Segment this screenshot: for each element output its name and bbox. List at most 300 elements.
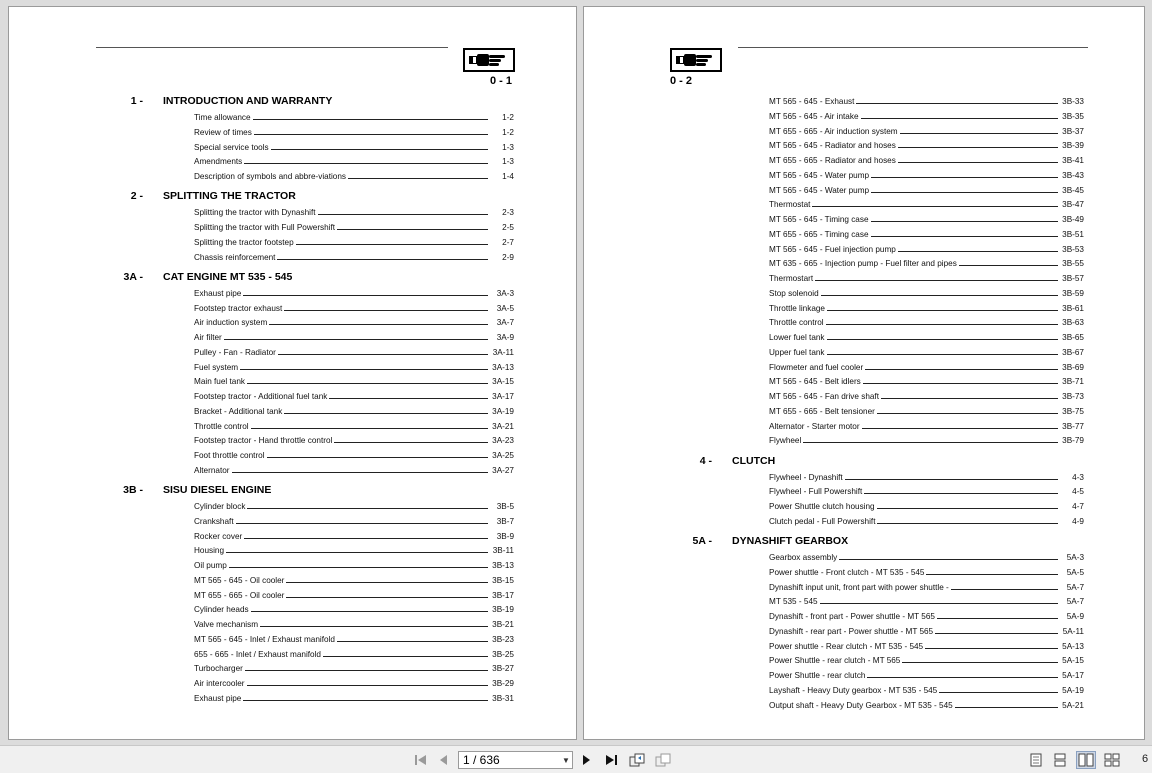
toc-entry-title: Rocker cover [194, 531, 243, 541]
toc-entry-title: Output shaft - Heavy Duty Gearbox - MT 535 - 545 [769, 700, 953, 710]
viewer-toolbar [0, 745, 1152, 773]
toc-entry[interactable] [769, 420, 1084, 431]
toc-entry-leader [286, 582, 488, 583]
toc-entry[interactable] [769, 485, 1084, 496]
toc-entry[interactable] [194, 405, 514, 416]
toc-entry-page: 1-3 [502, 157, 514, 167]
toc-entry-title: Alternator [194, 465, 230, 475]
toc-entry-leader [826, 324, 1058, 325]
toc-entry-leader [881, 398, 1058, 399]
toc-entry-page: 3B-55 [1062, 259, 1084, 269]
toc-entry-page: 3B-7 [496, 516, 514, 526]
toc-entry-page: 3B-43 [1062, 170, 1084, 180]
toc-entry[interactable] [769, 316, 1084, 327]
toc-entry-page: 4-7 [1072, 502, 1084, 511]
toc-entry-leader [861, 118, 1059, 119]
section-heading [109, 484, 271, 496]
toc-entry-leader [260, 626, 488, 627]
toc-entry-leader [254, 134, 488, 135]
toc-entry-page: 2-3 [502, 208, 514, 218]
toc-entry-leader [937, 618, 1058, 619]
toc-entry[interactable] [194, 111, 514, 122]
toc-entry[interactable] [194, 589, 514, 600]
toc-entry[interactable] [769, 551, 1084, 562]
toc-entry-title: Thermostat [769, 200, 811, 210]
single-page-view-button[interactable] [1026, 751, 1046, 769]
toc-entry-title: Amendments [194, 157, 243, 167]
toc-entry[interactable] [194, 251, 514, 262]
toc-entry-leader [877, 523, 1058, 524]
toc-entry-title: Crankshaft [194, 516, 234, 526]
toc-entry-page: 3B-45 [1062, 185, 1084, 195]
toc-entry-title: Time allowance [194, 113, 251, 122]
document-page-right [583, 6, 1145, 740]
toc-entry[interactable] [194, 434, 514, 445]
toc-entry-page: 5A-11 [1062, 626, 1084, 636]
toc-entry[interactable] [194, 530, 514, 541]
toc-entry[interactable] [194, 677, 514, 688]
toc-entry[interactable] [769, 566, 1084, 577]
toc-entry-page: 3A-11 [492, 347, 514, 357]
toc-entry-title: Flywheel - Dynashift [769, 472, 843, 482]
toc-entry-page: 2-7 [502, 237, 514, 247]
toc-entry-title: Power Shuttle - rear clutch [769, 671, 866, 680]
toc-entry-page: 3A-5 [496, 303, 514, 313]
toc-entry-leader [871, 236, 1058, 237]
toc-entry[interactable] [194, 574, 514, 585]
section-title: CLUTCH [732, 454, 776, 467]
toc-entry-title: Cylinder heads [194, 605, 249, 615]
toc-entry[interactable] [769, 331, 1084, 342]
facing-pages-icon [1078, 753, 1094, 767]
toc-entry-page: 3B-29 [492, 679, 514, 688]
toc-entry-leader [247, 508, 488, 509]
toc-entry[interactable] [769, 610, 1084, 621]
continuous-facing-icon [1104, 753, 1120, 767]
toc-entry-page: 3B-77 [1062, 421, 1084, 431]
toc-entry-title: MT 565 - 645 - Timing case [769, 215, 869, 224]
toc-entry-leader [935, 633, 1058, 634]
toc-entry[interactable] [769, 169, 1084, 180]
toc-entry-leader [226, 552, 488, 553]
toc-entry-leader [337, 641, 488, 642]
chevron-down-icon: ▼ [562, 755, 570, 765]
next-page-button[interactable] [578, 752, 596, 768]
toc-entry[interactable] [769, 699, 1084, 710]
toc-entry-leader [877, 508, 1058, 509]
toc-entry-title: Power shuttle - Rear clutch - MT 535 - 545 [769, 641, 924, 651]
toc-entry[interactable] [194, 141, 514, 152]
toc-entry[interactable] [194, 648, 514, 659]
toc-entry[interactable] [194, 515, 514, 526]
toc-entry-page: 3B-27 [492, 664, 514, 674]
toc-entry-leader [900, 133, 1058, 134]
toc-entry-leader [926, 574, 1058, 575]
toc-entry-title: MT 565 - 645 - Exhaust [769, 97, 855, 106]
pointing-hand-icon [670, 48, 722, 72]
toc-entry[interactable] [769, 257, 1084, 268]
toc-entry-title: MT 565 - 645 - Belt idlers [769, 377, 861, 387]
toc-entry[interactable] [194, 390, 514, 401]
toc-entry-page: 1-2 [502, 127, 514, 137]
toc-entry-page: 3B-31 [492, 693, 514, 703]
toc-entry[interactable] [769, 405, 1084, 416]
next-page-icon [582, 754, 592, 766]
toc-entry-title: Chassis reinforcement [194, 252, 276, 262]
toc-entry[interactable] [194, 346, 514, 357]
toc-entry-title: Oil pump [194, 561, 227, 570]
toc-entry-title: MT 565 - 645 - Water pump [769, 170, 870, 180]
toc-entry[interactable] [194, 662, 514, 673]
toc-entry[interactable] [194, 464, 514, 475]
first-page-button[interactable] [412, 752, 430, 768]
toc-entry[interactable] [194, 236, 514, 247]
last-page-icon [604, 754, 618, 766]
previous-page-button[interactable] [434, 752, 452, 768]
toc-entry[interactable] [769, 243, 1084, 254]
toc-entry-title: Footstep tractor - Hand throttle control [194, 436, 333, 446]
toc-entry-page: 5A-5 [1066, 567, 1084, 577]
toc-entry-page: 1-4 [502, 172, 514, 181]
toc-entry[interactable] [194, 559, 514, 570]
toc-entry-page: 3B-61 [1062, 303, 1084, 313]
toc-entry-title: MT 565 - 645 - Fuel injection pump [769, 244, 896, 254]
toc-entry-page: 5A-21 [1062, 700, 1084, 710]
toc-entry-leader [839, 559, 1058, 560]
toc-entry-title: Dynashift - front part - Power shuttle - MT 565 [769, 612, 935, 621]
toc-entry[interactable] [769, 154, 1084, 165]
toc-entry[interactable] [194, 221, 514, 232]
toc-entry-title: Layshaft - Heavy Duty gearbox - MT 535 - 545 [769, 685, 938, 695]
toc-entry-page: 3A-27 [492, 465, 514, 475]
go-forward-icon [655, 753, 671, 767]
toc-entry-title: Exhaust pipe [194, 288, 242, 298]
toc-entry-title: Gearbox assembly [769, 553, 838, 562]
toc-entry-title: 655 - 665 - Inlet / Exhaust manifold [194, 649, 321, 659]
toc-entry-page: 3B-65 [1062, 333, 1084, 342]
toc-entry-title: MT 655 - 665 - Radiator and hoses [769, 156, 896, 165]
toc-entry[interactable] [194, 361, 514, 372]
toc-entry[interactable] [769, 595, 1084, 606]
toc-entry-leader [871, 192, 1058, 193]
toc-entry-page: 3B-47 [1062, 200, 1084, 210]
continuous-facing-view-button[interactable] [1102, 751, 1122, 769]
toc-entry-title: MT 655 - 665 - Timing case [769, 229, 869, 239]
toc-entry[interactable] [769, 213, 1084, 224]
toc-entry[interactable] [769, 684, 1084, 695]
toc-entry-title: Special service tools [194, 142, 269, 152]
toc-entry-page: 3B-69 [1062, 362, 1084, 372]
toc-entry[interactable] [769, 669, 1084, 680]
toc-entry-page: 3B-9 [496, 531, 514, 541]
section-heading [109, 190, 296, 202]
page-number-select[interactable] [458, 751, 573, 769]
toc-entry-page: 3B-71 [1062, 377, 1084, 387]
toc-entry[interactable] [194, 618, 514, 629]
continuous-page-icon [1054, 753, 1066, 767]
toc-entry-page: 2-5 [502, 223, 514, 232]
toc-entry-leader [898, 251, 1058, 252]
toc-entry-leader [269, 324, 488, 325]
section-title: CAT ENGINE MT 535 - 545 [163, 270, 293, 283]
toc-entry-leader [271, 149, 488, 150]
section-title: SISU DIESEL ENGINE [163, 484, 272, 496]
toc-entry-title: MT 655 - 665 - Oil cooler [194, 590, 285, 600]
toc-entry-page: 3B-41 [1062, 156, 1084, 165]
toc-entry-title: Thermostart [769, 274, 814, 283]
toc-entry-title: Lower fuel tank [769, 333, 825, 342]
toc-entry[interactable] [194, 331, 514, 342]
toc-entry[interactable] [194, 302, 514, 313]
toc-entry[interactable] [769, 228, 1084, 239]
toc-entry-leader [939, 692, 1058, 693]
toc-entry-leader [337, 229, 488, 230]
toc-entry-title: Throttle linkage [769, 303, 825, 313]
toc-entry-title: Cylinder block [194, 502, 246, 511]
toc-entry-page: 5A-13 [1062, 641, 1084, 651]
toc-entry-leader [951, 589, 1058, 590]
toc-entry[interactable] [194, 170, 514, 181]
toc-entry[interactable] [769, 640, 1084, 651]
toc-entry-leader [827, 354, 1058, 355]
toc-entry[interactable] [769, 139, 1084, 150]
section-number: 5A - [692, 535, 712, 547]
toc-entry-page: 3B-59 [1062, 288, 1084, 298]
toc-entry-title: Housing [194, 546, 225, 556]
toc-entry[interactable] [769, 654, 1084, 665]
toc-entry[interactable] [194, 449, 514, 460]
toc-entry[interactable] [769, 198, 1084, 209]
toc-entry-leader [898, 162, 1058, 163]
toc-entry-title: MT 635 - 665 - Injection pump - Fuel filter and pipes [769, 259, 957, 269]
toc-entry[interactable] [769, 434, 1084, 445]
section-title: INTRODUCTION AND WARRANTY [163, 95, 333, 107]
toc-entry-leader [318, 214, 488, 215]
section-number: 1 - [130, 95, 143, 107]
toc-entry-page: 1-2 [502, 113, 514, 122]
previous-page-icon [438, 754, 448, 766]
toc-entry-page: 4-5 [1072, 487, 1084, 497]
toc-entry[interactable] [194, 287, 514, 298]
facing-pages-view-button[interactable] [1076, 751, 1096, 769]
toc-entry-leader [243, 295, 488, 296]
toc-entry-page: 2-9 [502, 252, 514, 262]
toc-entry-page: 3B-21 [492, 620, 514, 629]
document-page-left [8, 6, 577, 740]
go-back-button[interactable] [628, 752, 646, 768]
header-rule [738, 47, 1088, 48]
toc-entry-title: Dynashift - rear part - Power shuttle - MT 565 [769, 626, 934, 636]
toc-entry[interactable] [769, 500, 1084, 511]
page-indicator: 1 / 636 [463, 753, 500, 767]
toc-entry-leader [247, 685, 488, 686]
toc-entry-page: 3B-33 [1062, 97, 1084, 106]
section-title: DYNASHIFT GEARBOX [732, 535, 849, 547]
section-heading [109, 95, 332, 107]
toc-entry-title: Splitting the tractor with Dynashift [194, 208, 316, 218]
toc-entry-leader [296, 244, 488, 245]
last-page-button[interactable] [602, 752, 620, 768]
toc-entry-page: 3B-73 [1062, 392, 1084, 401]
toc-entry-leader [232, 472, 489, 473]
toc-entry-page: 3B-11 [492, 546, 514, 556]
toc-entry-leader [251, 611, 488, 612]
toc-entry-page: 4-9 [1072, 516, 1084, 526]
toc-entry-title: Bracket - Additional tank [194, 406, 283, 416]
toc-entry-leader [329, 398, 488, 399]
toc-entry-leader [871, 221, 1058, 222]
toc-entry[interactable] [194, 316, 514, 327]
toc-entry-page: 3B-23 [492, 634, 514, 644]
section-heading [678, 535, 848, 547]
page-number: 0 - 1 [490, 75, 513, 87]
toc-entry-page: 3B-17 [492, 590, 514, 600]
toc-entry-page: 3B-39 [1062, 141, 1084, 151]
toc-entry[interactable] [769, 125, 1084, 136]
toc-entry-page: 3B-37 [1062, 126, 1084, 136]
toc-entry-title: MT 565 - 645 - Radiator and hoses [769, 141, 896, 151]
toc-entry[interactable] [769, 110, 1084, 121]
section-title: SPLITTING THE TRACTOR [163, 190, 296, 203]
section-number: 3B - [123, 484, 143, 496]
toc-entry-title: Power Shuttle clutch housing [769, 502, 875, 511]
toc-entry-leader [864, 493, 1058, 494]
toc-entry-leader [865, 369, 1058, 370]
toc-entry-title: Turbocharger [194, 664, 243, 674]
toc-entry-page: 5A-15 [1062, 656, 1084, 666]
toc-entry-page: 5A-7 [1066, 582, 1084, 592]
continuous-view-button[interactable] [1050, 751, 1070, 769]
toc-entry-title: MT 655 - 665 - Air induction system [769, 126, 898, 136]
toc-entry-title: Clutch pedal - Full Powershift [769, 516, 876, 526]
zoom-level[interactable]: 6 [1142, 753, 1149, 765]
toc-entry-title: Pulley - Fan - Radiator [194, 347, 276, 357]
toc-entry-leader [243, 700, 488, 701]
toc-entry-page: 3B-13 [492, 561, 514, 570]
toc-entry-page: 3B-67 [1062, 347, 1084, 357]
toc-entry-leader [871, 177, 1058, 178]
toc-entry-leader [348, 178, 488, 179]
toc-entry-page: 3A-13 [492, 362, 514, 372]
toc-entry[interactable] [194, 126, 514, 137]
toc-entry-leader [827, 339, 1058, 340]
toc-entry-leader [902, 662, 1058, 663]
toc-entry[interactable] [769, 184, 1084, 195]
toc-entry-title: MT 565 - 645 - Water pump [769, 185, 870, 195]
toc-entry-page: 3B-51 [1062, 229, 1084, 239]
toc-entry[interactable] [194, 420, 514, 431]
toc-entry[interactable] [769, 390, 1084, 401]
toc-entry-title: Fuel system [194, 362, 239, 372]
toc-entry-page: 3A-19 [492, 406, 514, 416]
toc-entry[interactable] [769, 515, 1084, 526]
toc-entry-page: 3A-21 [492, 421, 514, 431]
toc-entry[interactable] [194, 633, 514, 644]
toc-entry[interactable] [769, 272, 1084, 283]
toc-entry[interactable] [194, 206, 514, 217]
toc-entry-page: 3B-53 [1062, 244, 1084, 254]
toc-entry-page: 3A-25 [492, 451, 514, 460]
toc-entry-leader [812, 206, 1058, 207]
toc-entry-leader [815, 280, 1058, 281]
first-page-icon [414, 754, 428, 766]
toc-entry-page: 3A-15 [492, 377, 514, 387]
toc-entry[interactable] [194, 692, 514, 703]
toc-entry-title: Air filter [194, 333, 222, 342]
toc-entry-leader [284, 310, 488, 311]
toc-entry[interactable] [769, 361, 1084, 372]
toc-entry-leader [856, 103, 1058, 104]
toc-entry[interactable] [769, 302, 1084, 313]
toc-entry-page: 3B-79 [1062, 436, 1084, 446]
toc-entry[interactable] [194, 500, 514, 511]
toc-entry-title: Main fuel tank [194, 377, 245, 387]
toc-entry-page: 5A-9 [1066, 612, 1084, 621]
toc-entry[interactable] [769, 287, 1084, 298]
toc-entry-leader [820, 603, 1058, 604]
toc-entry-leader [877, 413, 1058, 414]
toc-entry-title: Dynashift input unit, front part with power shuttle - [769, 582, 949, 592]
toc-entry-page: 3A-9 [496, 333, 514, 342]
toc-entry-leader [236, 523, 488, 524]
section-heading [109, 271, 292, 283]
toc-entry-page: 3B-57 [1062, 274, 1084, 283]
toc-entry-leader [245, 670, 488, 671]
toc-entry-page: 3B-5 [496, 502, 514, 511]
toc-entry-title: Air intercooler [194, 679, 245, 688]
toc-entry-page: 3A-3 [496, 288, 514, 298]
toc-entry-page: 3B-35 [1062, 111, 1084, 121]
toc-entry-leader [803, 442, 1058, 443]
toc-entry-leader [247, 383, 488, 384]
toc-entry-title: Power shuttle - Front clutch - MT 535 - 545 [769, 567, 925, 577]
toc-entry-leader [240, 369, 488, 370]
toc-entry-leader [253, 119, 488, 120]
toc-entry-page: 5A-19 [1062, 685, 1084, 695]
toc-entry-leader [863, 383, 1058, 384]
toc-entry-title: Flywheel [769, 436, 802, 446]
toc-entry-title: Footstep tractor exhaust [194, 303, 283, 313]
toc-entry-leader [925, 648, 1058, 649]
toc-entry-page: 3B-25 [492, 649, 514, 659]
toc-entry-leader [955, 707, 1058, 708]
toc-entry[interactable] [194, 375, 514, 386]
go-forward-button[interactable] [654, 752, 672, 768]
toc-entry-leader [867, 677, 1058, 678]
toc-entry-leader [244, 163, 488, 164]
pointing-hand-icon [463, 48, 515, 72]
toc-entry[interactable] [769, 375, 1084, 386]
toc-entry[interactable] [194, 155, 514, 166]
toc-entry-page: 5A-7 [1066, 597, 1084, 607]
section-number: 3A - [123, 270, 143, 283]
toc-entry-page: 5A-3 [1066, 553, 1084, 562]
section-heading [678, 455, 775, 467]
toc-entry[interactable] [769, 346, 1084, 357]
toc-entry-title: Splitting the tractor footstep [194, 237, 294, 247]
toc-entry-leader [278, 354, 488, 355]
toc-entry[interactable] [769, 471, 1084, 482]
toc-entry[interactable] [194, 544, 514, 555]
toc-entry-leader [898, 147, 1058, 148]
toc-entry[interactable] [769, 581, 1084, 592]
toc-entry-title: Stop solenoid [769, 288, 819, 298]
toc-entry[interactable] [194, 603, 514, 614]
toc-entry[interactable] [769, 625, 1084, 636]
toc-entry-leader [959, 265, 1058, 266]
toc-entry[interactable] [769, 95, 1084, 106]
toc-entry-leader [244, 538, 488, 539]
